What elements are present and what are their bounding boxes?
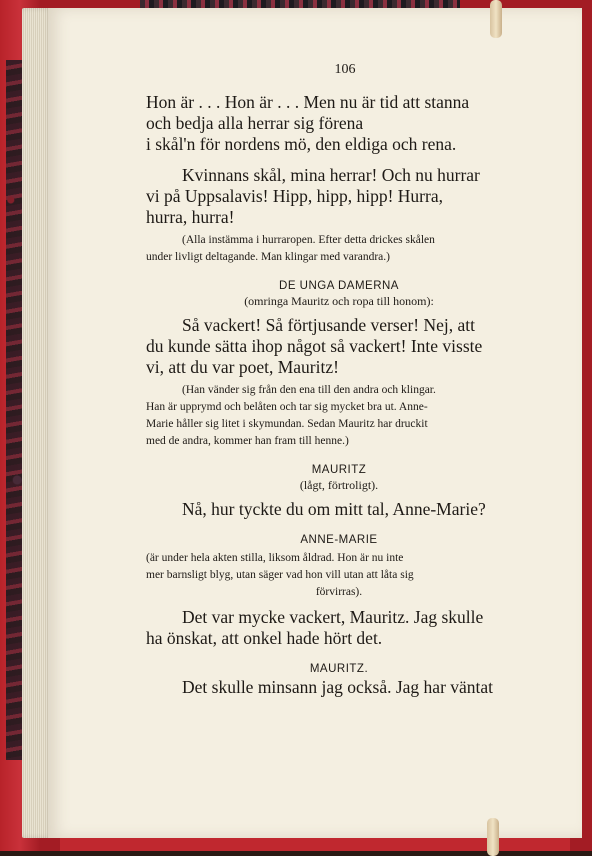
speaker-direction: (lågt, förtroligt). [299,478,379,492]
verse-line: du kunde sätta ihop något så vackert! Inte visste [146,336,483,356]
stage-direction-3 [146,550,532,601]
marbled-top-edge [140,0,460,8]
verse-block-2 [146,165,532,228]
stage-line: Han är upprymd och belåten och tar sig mycket bra ut. Anne- [146,401,428,413]
verse-block-6 [146,677,532,698]
stage-line: förvirras). [315,586,363,598]
speaker-name: DE UNGA DAMERNA [279,280,399,292]
verse-block-3 [146,315,532,378]
page-number: 106 [334,62,356,77]
marbled-binding [6,60,22,760]
stage-line: Marie håller sig litet i skymundan. Sedan Mauritz har druckit [146,418,428,430]
clip-top-icon [490,0,502,38]
speaker-name: ANNE-MARIE [300,534,378,546]
verse-line: Det var mycke vackert, Mauritz. Jag skulle [182,607,484,627]
stage-line: (Han vänder sig från den ena till den andra och klingar. [182,384,436,396]
stage-line: (Alla instämma i hurraropen. Efter detta drickes skålen [182,234,435,246]
verse-block-1 [146,92,532,155]
verse-block-4 [146,499,532,520]
verse-line: och bedja alla herrar sig förena [146,113,364,133]
stage-line: med de andra, kommer han fram till henne.) [146,435,349,447]
stage-line: mer barnsligt blyg, utan säger vad hon vill utan att låta sig [146,569,414,581]
verse-line: vi, att du var poet, Mauritz! [146,357,339,377]
clip-bottom-icon [487,818,499,856]
stage-line: under livligt deltagande. Man klingar med varandra.) [146,251,390,263]
verse-line: ha önskat, att onkel hade hört det. [146,628,383,648]
verse-line: hurra, hurra! [146,207,235,227]
stage-direction-2 [146,382,532,450]
verse-line: Det skulle minsann jag också. Jag har väntat [182,677,494,697]
speaker-name: MAURITZ [311,464,367,476]
verse-block-5 [146,607,532,649]
verse-line: Hon är . . . Hon är . . . Men nu är tid att stanna [146,92,470,112]
speaker-name: MAURITZ. [309,663,369,675]
speaker-direction: (omringa Mauritz och ropa till honom): [244,294,434,308]
verse-line: vi på Uppsalavis! Hipp, hipp, hipp! Hurra, [146,186,443,206]
stage-line: (är under hela akten stilla, liksom åldrad. Hon är nu inte [146,552,404,564]
stage-direction-1 [146,232,532,266]
page-content [146,62,532,698]
verse-line: Kvinnans skål, mina herrar! Och nu hurrar [182,165,480,185]
verse-line: i skål'n för nordens mö, den eldiga och rena. [146,134,457,154]
verse-line: Nå, hur tyckte du om mitt tal, Anne-Marie? [182,499,486,519]
verse-line: Så vackert! Så förtjusande verser! Nej, att [182,315,476,335]
